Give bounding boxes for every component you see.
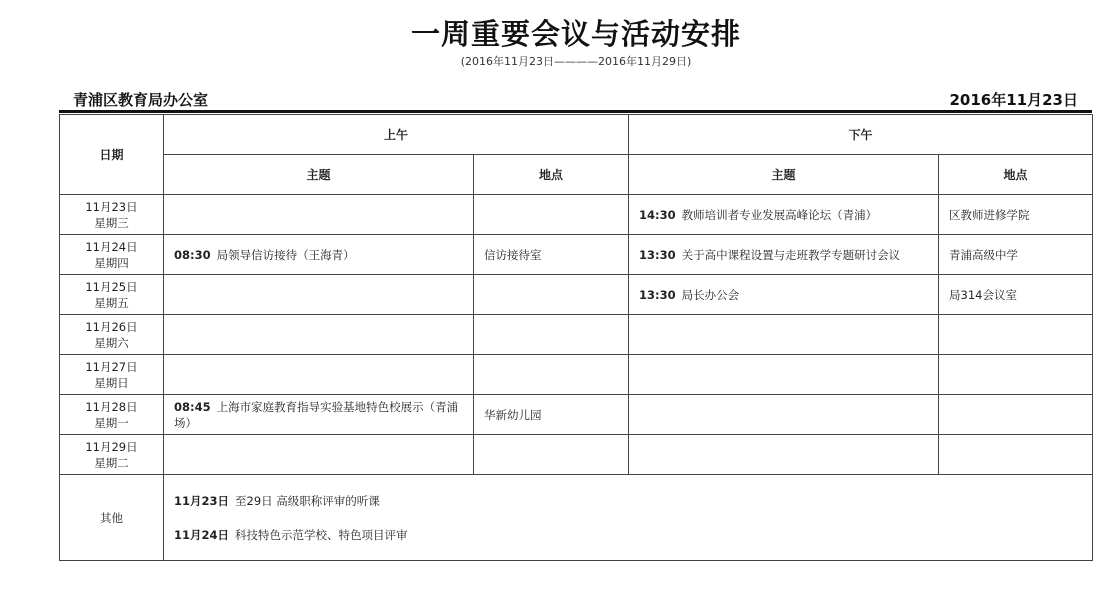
- date-cell: [60, 235, 164, 275]
- morning-location-cell: [474, 435, 629, 475]
- date-text: 11月27日: [85, 359, 138, 374]
- afternoon-location-header: 地点: [939, 155, 1093, 195]
- date-text: 11月23日: [85, 199, 138, 214]
- morning-location-cell: [474, 315, 629, 355]
- morning-topic-cell: [164, 275, 474, 315]
- other-item: [174, 518, 1082, 552]
- table-row: [60, 395, 1093, 435]
- header-divider: [59, 110, 1092, 113]
- date-cell: [60, 195, 164, 235]
- other-item-text: 科技特色示范学校、特色项目评审: [235, 527, 408, 542]
- other-row: [60, 475, 1093, 561]
- weekday-text: 星期四: [94, 255, 129, 270]
- date-cell: [60, 355, 164, 395]
- morning-topic-cell: [164, 355, 474, 395]
- other-item-text: 至29日 高级职称评审的听课: [235, 493, 380, 508]
- date-text: 11月29日: [85, 439, 138, 454]
- afternoon-location-cell: [939, 395, 1093, 435]
- other-item-date: 11月24日: [174, 527, 230, 542]
- weekday-text: 星期五: [94, 295, 129, 310]
- afternoon-topic-cell: [629, 235, 939, 275]
- morning-location-cell: 华新幼儿园: [474, 395, 629, 435]
- afternoon-topic-cell: [629, 355, 939, 395]
- other-item-date: 11月23日: [174, 493, 230, 508]
- morning-location-header: 地点: [474, 155, 629, 195]
- weekday-text: 星期一: [94, 415, 129, 430]
- morning-topic: 局领导信访接待（王海青）: [216, 247, 355, 262]
- afternoon-topic: 教师培训者专业发展高峰论坛（青浦）: [681, 207, 878, 222]
- afternoon-location-cell: [939, 315, 1093, 355]
- afternoon-topic: 关于高中课程设置与走班教学专题研讨会议: [681, 247, 901, 262]
- other-label: 其他: [60, 475, 164, 561]
- morning-header: 上午: [164, 115, 629, 155]
- morning-location-cell: [474, 195, 629, 235]
- date-range-subtitle: (2016年11月23日————2016年11月29日): [460, 55, 692, 68]
- morning-topic: 上海市家庭教育指导实验基地特色校展示（青浦场）: [174, 399, 459, 430]
- date-cell: [60, 315, 164, 355]
- afternoon-time: 14:30: [639, 207, 676, 222]
- table-row: [60, 315, 1093, 355]
- afternoon-topic-cell: [629, 315, 939, 355]
- afternoon-time: 13:30: [639, 287, 676, 302]
- afternoon-topic-cell: [629, 195, 939, 235]
- weekday-text: 星期六: [94, 335, 129, 350]
- weekday-text: 星期二: [94, 455, 129, 470]
- date-text: 11月26日: [85, 319, 138, 334]
- date-cell: [60, 275, 164, 315]
- page-title: 一周重要会议与活动安排: [410, 17, 741, 51]
- afternoon-topic-cell: [629, 395, 939, 435]
- date-text: 11月28日: [85, 399, 138, 414]
- header-row-periods: [60, 115, 1093, 155]
- morning-topic-cell: [164, 395, 474, 435]
- header-row-fields: [60, 155, 1093, 195]
- table-row: [60, 275, 1093, 315]
- morning-time: 08:30: [174, 247, 211, 262]
- morning-topic-cell: [164, 195, 474, 235]
- afternoon-topic-cell: [629, 275, 939, 315]
- morning-location-cell: 信访接待室: [474, 235, 629, 275]
- date-column-header: 日期: [60, 115, 164, 195]
- date-text: 11月25日: [85, 279, 138, 294]
- office-name: 青浦区教育局办公室: [73, 91, 209, 109]
- table-row: [60, 435, 1093, 475]
- morning-topic-header: 主题: [164, 155, 474, 195]
- afternoon-location-cell: 青浦高级中学: [939, 235, 1093, 275]
- morning-location-cell: [474, 275, 629, 315]
- morning-topic-cell: [164, 435, 474, 475]
- other-content: [164, 475, 1093, 561]
- afternoon-header: 下午: [629, 115, 1093, 155]
- issue-date: 2016年11月23日: [949, 91, 1078, 109]
- afternoon-location-cell: 局314会议室: [939, 275, 1093, 315]
- afternoon-location-cell: 区教师进修学院: [939, 195, 1093, 235]
- table-row: [60, 355, 1093, 395]
- date-cell: [60, 435, 164, 475]
- weekday-text: 星期日: [94, 375, 129, 390]
- other-item: [174, 484, 1082, 518]
- afternoon-topic-header: 主题: [629, 155, 939, 195]
- afternoon-topic-cell: [629, 435, 939, 475]
- afternoon-location-cell: [939, 355, 1093, 395]
- morning-topic-cell: [164, 235, 474, 275]
- afternoon-time: 13:30: [639, 247, 676, 262]
- morning-topic-cell: [164, 315, 474, 355]
- table-row: [60, 195, 1093, 235]
- date-cell: [60, 395, 164, 435]
- afternoon-topic: 局长办公会: [681, 287, 740, 302]
- table-row: [60, 235, 1093, 275]
- afternoon-location-cell: [939, 435, 1093, 475]
- date-text: 11月24日: [85, 239, 138, 254]
- morning-time: 08:45: [174, 399, 211, 414]
- schedule-table: [59, 114, 1093, 561]
- weekday-text: 星期三: [94, 215, 129, 230]
- morning-location-cell: [474, 355, 629, 395]
